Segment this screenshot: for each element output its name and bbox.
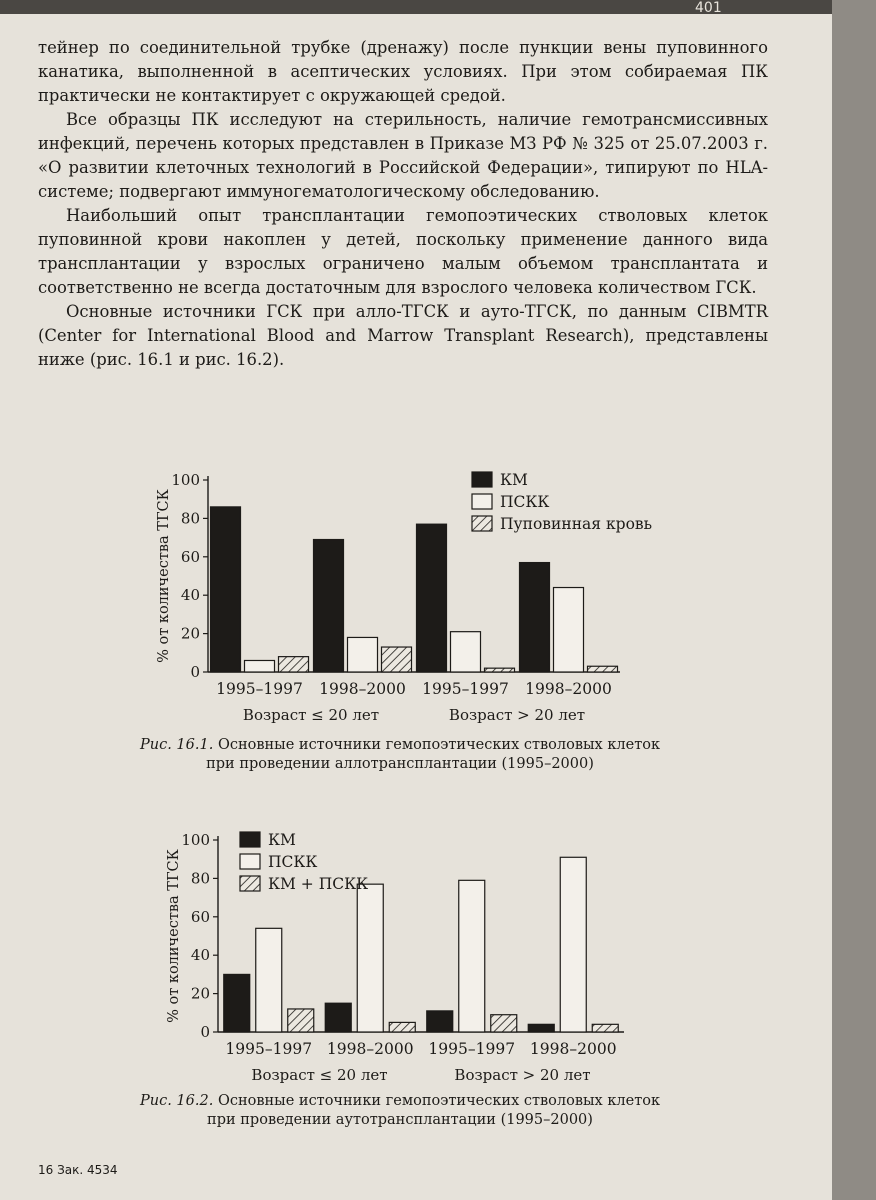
figure-16-1-caption-line2: при проведении аллотрансплантации (1995–2000) [206,756,594,772]
y-axis-label: % от количества ТГСК [156,489,172,663]
legend-swatch [472,494,492,509]
x-group-label: Возраст > 20 лет [448,706,586,724]
bar-white [245,660,275,672]
x-tick-label: 1995–1997 [428,1040,516,1058]
paragraph-1: тейнер по соединительной трубке (дренажу) после пункции вены пуповинного канатика, выполненной в асептических условиях. При этом собираемая ПК практически не контактирует с окружающей средой. [38,38,768,105]
legend-label: КМ + ПСКК [268,875,369,893]
bar-hatch [288,1009,314,1032]
y-tick-label: 0 [200,1023,210,1041]
bar-hatch [588,666,618,672]
y-tick-label: 80 [180,509,200,528]
paragraph-2: Все образцы ПК исследуют на стерильность, наличие гемотрансмиссивных инфекций, перечень которых представлен в Приказе МЗ РФ № 325 от 25.07.2003 г. «О развитии клеточных технологий в Российской Федерации», типируют по HLA-системе; подвергают иммуногематологическому обследованию. [38,110,768,201]
legend-label: ПСКК [500,493,550,511]
figure-16-2-label: Рис. 16.2. [139,1093,214,1109]
x-tick-label: 1998–2000 [326,1040,414,1058]
paragraph-4: Основные источники ГСК при алло-ТГСК и ауто-ТГСК, по данным CIBMTR (Center for International Blood and Marrow Transplant Research), представлены ниже (рис. 16.1 и рис. 16.2). [38,302,768,369]
page-edge-shadow [832,0,876,1200]
bar-hatch [592,1024,618,1032]
x-group-label: Возраст > 20 лет [454,1066,591,1084]
legend-swatch [240,876,260,891]
bar-white [560,857,586,1032]
x-tick-label: 1995–1997 [225,1040,313,1058]
figure-16-2-caption-line2: при проведении аутотрансплантации (1995–2000) [207,1112,593,1128]
figure-16-2-chart [160,822,680,1084]
y-tick-label: 100 [171,471,200,489]
bar-solid [211,507,241,672]
legend-swatch [472,472,492,487]
figure-16-2-caption-line1: Основные источники гемопоэтических стволовых клеток [217,1093,661,1109]
figure-16-1-caption-line1: Основные источники гемопоэтических стволовых клеток [217,737,661,753]
bar-solid [325,1003,351,1032]
bar-hatch [279,657,309,672]
legend-swatch [240,832,260,847]
bar-white [459,880,485,1032]
y-tick-label: 60 [180,547,200,566]
x-tick-label: 1998–2000 [529,1040,617,1058]
bar-solid [314,540,344,672]
chart-16-2-svg [160,822,680,1084]
body-text [38,36,768,372]
figure-16-1-label: Рис. 16.1. [139,737,214,753]
y-tick-label: 60 [190,907,210,926]
figure-16-2-caption [120,1092,680,1130]
y-tick-label: 80 [190,869,210,888]
bar-solid [224,974,250,1032]
x-group-label: Возраст ≤ 20 лет [242,706,380,724]
legend-swatch [240,854,260,869]
figure-16-1-chart [150,462,710,724]
y-tick-label: 0 [190,663,200,681]
bar-solid [417,524,447,672]
bar-hatch [485,668,515,672]
y-tick-label: 40 [180,586,200,605]
x-tick-label: 1998–2000 [525,680,612,698]
bar-hatch [491,1015,517,1032]
bar-white [554,588,584,672]
page-footer: 16 Зак. 4534 [38,1163,118,1177]
y-tick-label: 20 [180,624,200,643]
bar-hatch [389,1022,415,1032]
x-group-label: Возраст ≤ 20 лет [251,1066,388,1084]
x-tick-label: 1998–2000 [319,680,406,698]
bar-white [256,928,282,1032]
y-tick-label: 100 [181,831,210,849]
bar-solid [427,1011,453,1032]
y-tick-label: 40 [190,946,210,965]
legend-label: КМ [500,471,528,489]
legend-label: ПСКК [268,853,318,871]
legend-label: КМ [268,831,296,849]
y-tick-label: 20 [190,984,210,1003]
bar-hatch [382,647,412,672]
paragraph-3: Наибольший опыт трансплантации гемопоэтических стволовых клеток пуповинной крови накоплен у детей, поскольку применение данного вида трансплантации у взрослых ограничено малым объемом трансплантата и соответственно не всегда достаточным для взрослого человека количеством ГСК. [38,206,768,297]
bar-white [357,884,383,1032]
y-axis-label: % от количества ТГСК [166,849,182,1023]
chart-16-1-svg [150,462,710,724]
x-tick-label: 1995–1997 [216,680,303,698]
bar-solid [528,1024,554,1032]
x-tick-label: 1995–1997 [422,680,509,698]
figure-16-1-caption [120,736,680,774]
bar-white [348,637,378,672]
legend-swatch [472,516,492,531]
running-head: 401 [695,0,722,16]
bar-solid [520,563,550,672]
legend-label: Пуповинная кровь [500,515,653,533]
bar-white [451,632,481,672]
